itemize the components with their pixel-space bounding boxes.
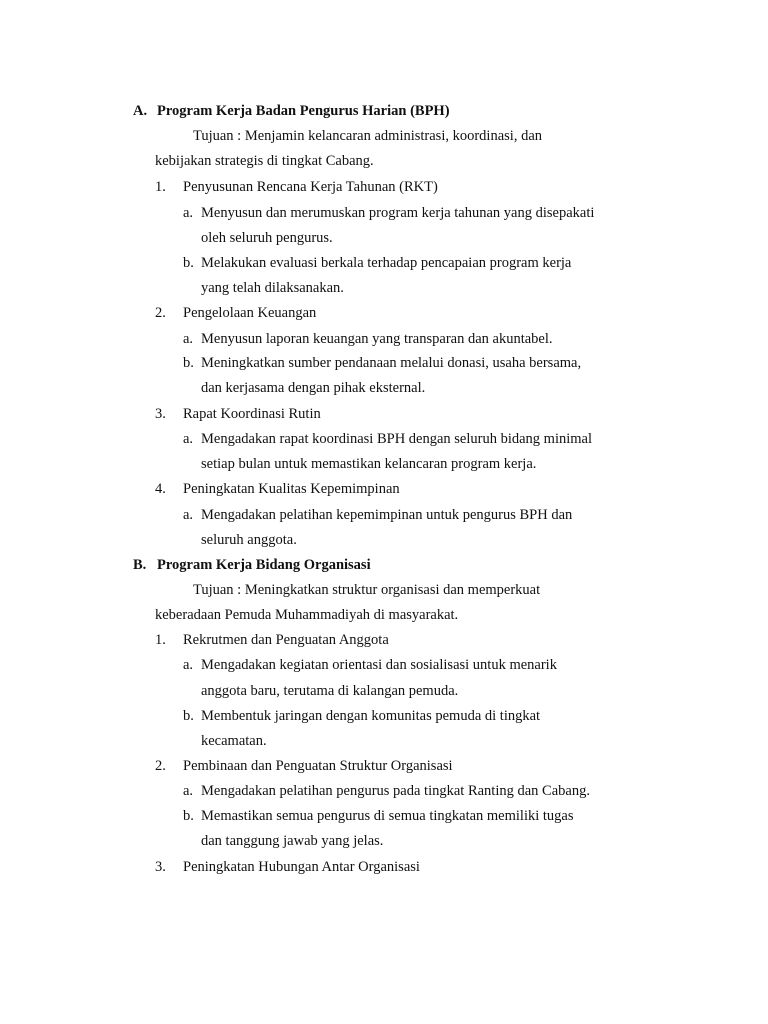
- sub-item-text: kecamatan.: [201, 733, 267, 749]
- tujuan-text: Tujuan : Meningkatkan struktur organisasi dan memperkuat: [193, 582, 541, 598]
- sub-item-text: Mengadakan pelatihan kepemimpinan untuk pengurus BPH dan: [201, 507, 573, 523]
- section-letter: A.: [133, 103, 148, 119]
- tujuan-text: Tujuan : Menjamin kelancaran administrasi, koordinasi, dan: [193, 128, 543, 144]
- item-number: 1.: [155, 632, 166, 648]
- sub-item-letter: b.: [183, 808, 194, 824]
- sub-item-text: seluruh anggota.: [201, 532, 297, 548]
- item-number: 2.: [155, 305, 166, 321]
- item-title: Rekrutmen dan Penguatan Anggota: [183, 632, 389, 648]
- sub-item-letter: a.: [183, 657, 194, 673]
- section-letter: B.: [133, 557, 147, 573]
- sub-item-text: Membentuk jaringan dengan komunitas pemuda di tingkat: [201, 708, 541, 724]
- tujuan-text-continued: kebijakan strategis di tingkat Cabang.: [155, 153, 374, 169]
- item-number: 4.: [155, 481, 166, 497]
- sub-item-text: Mengadakan pelatihan pengurus pada tingkat Ranting dan Cabang.: [201, 783, 590, 799]
- item-title: Rapat Koordinasi Rutin: [183, 406, 321, 422]
- sub-item-letter: b.: [183, 355, 194, 371]
- sub-item-text: anggota baru, terutama di kalangan pemuda.: [201, 683, 459, 699]
- item-title: Peningkatan Kualitas Kepemimpinan: [183, 481, 400, 497]
- item-title: Peningkatan Hubungan Antar Organisasi: [183, 859, 420, 875]
- tujuan-text-continued: keberadaan Pemuda Muhammadiyah di masyarakat.: [155, 607, 459, 623]
- sub-item-letter: a.: [183, 431, 194, 447]
- sub-item-text: Menyusun dan merumuskan program kerja tahunan yang disepakati: [201, 205, 595, 221]
- sub-item-text: dan tanggung jawab yang jelas.: [201, 833, 384, 849]
- sub-item-text: Melakukan evaluasi berkala terhadap pencapaian program kerja: [201, 255, 572, 271]
- sub-item-text: Menyusun laporan keuangan yang transparan dan akuntabel.: [201, 331, 553, 347]
- item-title: Pengelolaan Keuangan: [183, 305, 317, 321]
- sub-item-text: Meningkatkan sumber pendanaan melalui donasi, usaha bersama,: [201, 355, 582, 371]
- section-title: Program Kerja Bidang Organisasi: [157, 557, 371, 573]
- sub-item-letter: b.: [183, 255, 194, 271]
- sub-item-letter: b.: [183, 708, 194, 724]
- sub-item-text: yang telah dilaksanakan.: [201, 280, 344, 296]
- sub-item-text: dan kerjasama dengan pihak eksternal.: [201, 380, 426, 396]
- sub-item-text: Mengadakan rapat koordinasi BPH dengan seluruh bidang minimal: [201, 431, 593, 447]
- sub-item-text: oleh seluruh pengurus.: [201, 230, 333, 246]
- sub-item-text: Memastikan semua pengurus di semua tingkatan memiliki tugas: [201, 808, 574, 824]
- item-title: Penyusunan Rencana Kerja Tahunan (RKT): [183, 179, 438, 195]
- item-number: 2.: [155, 758, 166, 774]
- sub-item-text: setiap bulan untuk memastikan kelancaran program kerja.: [201, 456, 537, 472]
- sub-item-text: Mengadakan kegiatan orientasi dan sosialisasi untuk menarik: [201, 657, 557, 673]
- item-title: Pembinaan dan Penguatan Struktur Organisasi: [183, 758, 453, 774]
- item-number: 3.: [155, 406, 166, 422]
- sub-item-letter: a.: [183, 331, 194, 347]
- sub-item-letter: a.: [183, 507, 194, 523]
- section-title: Program Kerja Badan Pengurus Harian (BPH): [157, 103, 450, 119]
- item-number: 3.: [155, 859, 166, 875]
- sub-item-letter: a.: [183, 205, 194, 221]
- sub-item-letter: a.: [183, 783, 194, 799]
- item-number: 1.: [155, 179, 166, 195]
